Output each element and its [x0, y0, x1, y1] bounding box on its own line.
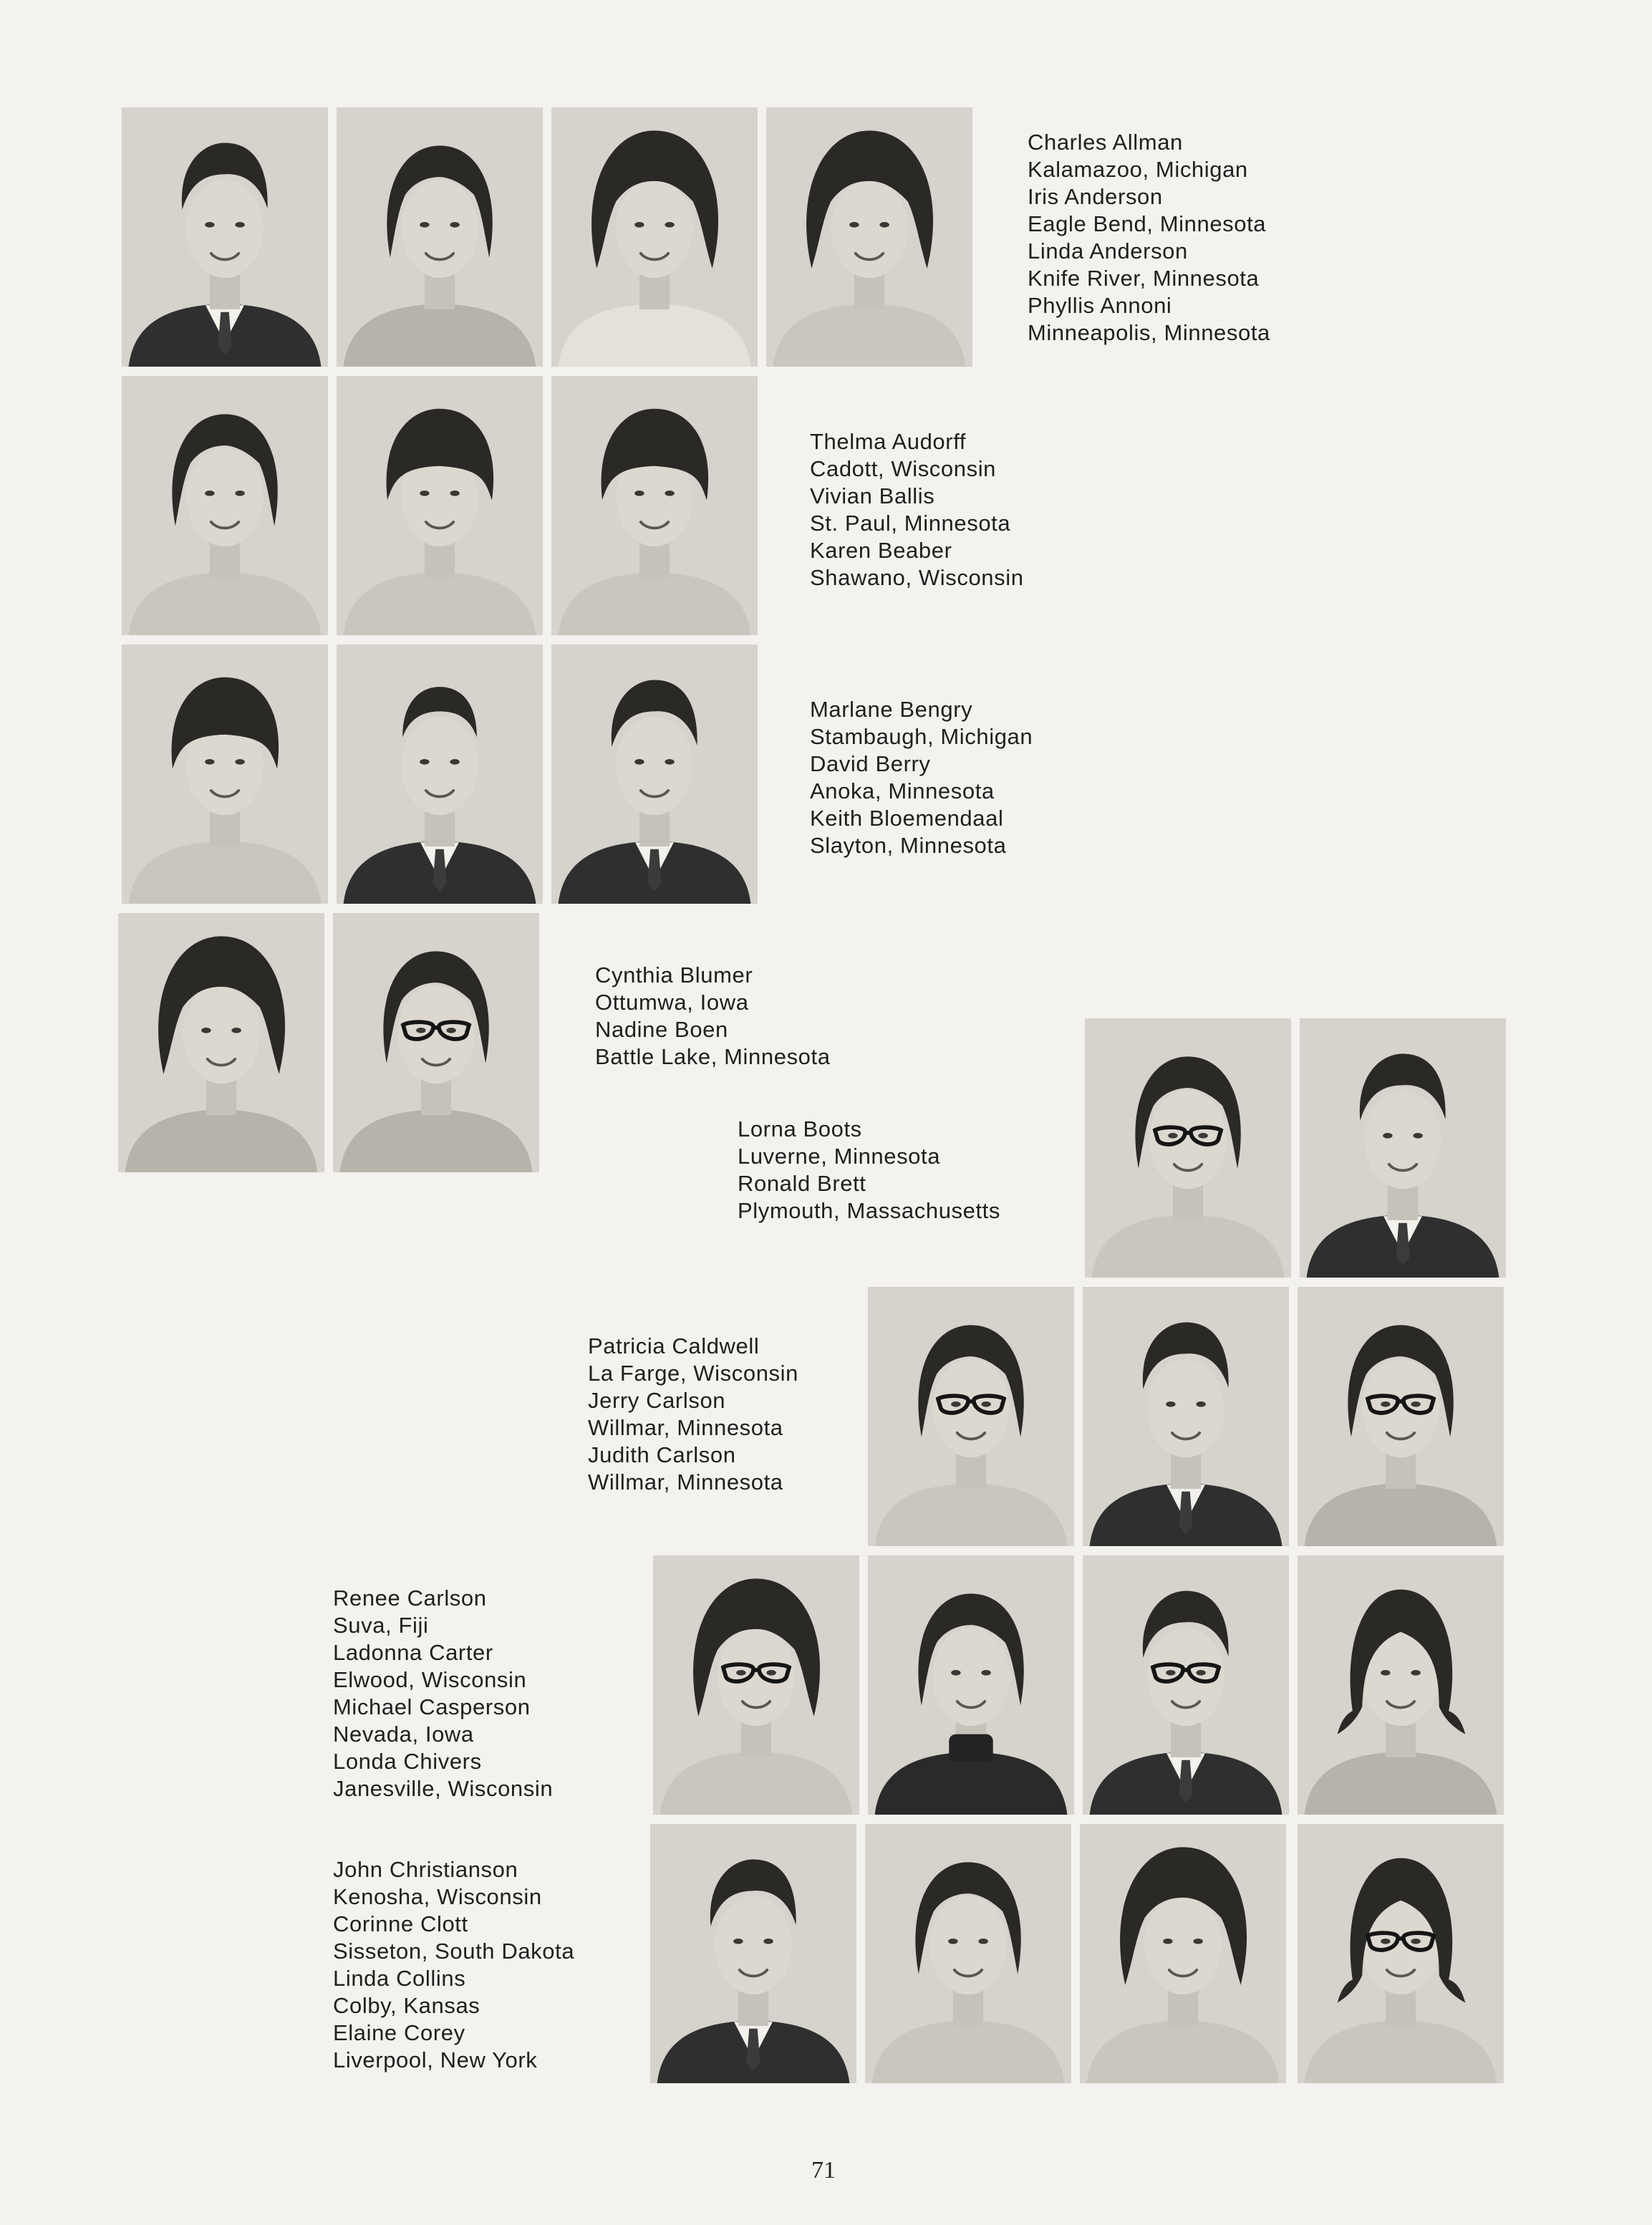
student-name: Karen Beaber [810, 538, 952, 563]
portrait-illustration [337, 645, 543, 904]
portrait-photo [868, 1555, 1074, 1815]
portrait-photo [337, 107, 543, 367]
portrait-illustration [118, 913, 324, 1172]
name-list [810, 696, 1033, 859]
student-hometown: Elwood, Wisconsin [333, 1667, 527, 1692]
student-name: Michael Casperson [333, 1694, 531, 1719]
student-hometown: St. Paul, Minnesota [810, 511, 1011, 536]
portrait-illustration [650, 1824, 856, 2083]
eye [1381, 1401, 1390, 1407]
portrait-photo [337, 645, 543, 904]
name-list [1028, 129, 1270, 347]
student-name: Marlane Bengry [810, 697, 973, 722]
name-list [595, 962, 831, 1071]
face [718, 1628, 795, 1726]
portrait-photo [122, 376, 328, 635]
student-name: Thelma Audorff [810, 429, 967, 454]
face [401, 180, 478, 278]
portrait-photo [1298, 1287, 1504, 1546]
eye [1168, 1133, 1177, 1139]
eye [235, 491, 244, 496]
portrait-photo [551, 376, 758, 635]
portrait-illustration [1298, 1824, 1504, 2083]
student-hometown: Kenosha, Wisconsin [333, 1884, 542, 1909]
portrait-photo [551, 107, 758, 367]
portrait-photo [766, 107, 972, 367]
eye [1196, 1401, 1205, 1407]
face [1147, 1359, 1224, 1457]
eye [446, 1028, 455, 1033]
portrait-photo [122, 645, 328, 904]
student-name: David Berry [810, 751, 931, 776]
portrait-illustration [1298, 1555, 1504, 1815]
eye [1198, 1133, 1207, 1139]
name-list [333, 1856, 574, 2074]
student-name: Linda Collins [333, 1966, 466, 1991]
portrait-photo [122, 107, 328, 367]
face [929, 1896, 1007, 1994]
student-hometown: Kalamazoo, Michigan [1028, 157, 1248, 182]
eye [879, 222, 889, 228]
portrait-photo [1083, 1287, 1289, 1546]
face [616, 180, 693, 278]
eye [736, 1670, 745, 1676]
student-name: Ronald Brett [738, 1171, 866, 1196]
eye [205, 491, 214, 496]
portrait-illustration [1085, 1018, 1291, 1278]
eye [1411, 1939, 1420, 1944]
eye [1381, 1670, 1390, 1676]
name-list [333, 1585, 553, 1802]
portrait-photo [551, 645, 758, 904]
eye [733, 1939, 743, 1944]
eye [665, 759, 674, 765]
portrait-illustration [868, 1287, 1074, 1546]
eye [420, 222, 429, 228]
student-hometown: Suva, Fiji [333, 1613, 429, 1638]
eye [420, 491, 429, 496]
eye [205, 222, 214, 228]
portrait-photo [650, 1824, 856, 2083]
eye [981, 1401, 990, 1407]
portrait-photo [653, 1555, 859, 1815]
portrait-illustration [333, 913, 539, 1172]
eye [235, 759, 244, 765]
portrait-illustration [1298, 1287, 1504, 1546]
student-hometown: Janesville, Wisconsin [333, 1776, 554, 1801]
eye [665, 491, 674, 496]
portrait-illustration [337, 376, 543, 635]
eye [981, 1670, 990, 1676]
portrait-photo [1083, 1555, 1289, 1815]
student-hometown: Sisseton, South Dakota [333, 1939, 575, 1964]
portrait-illustration [653, 1555, 859, 1815]
portrait-photo [1085, 1018, 1291, 1278]
student-hometown: Anoka, Minnesota [810, 778, 995, 803]
portrait-photo [337, 376, 543, 635]
face [401, 717, 478, 815]
eye [235, 222, 244, 228]
eye [1166, 1401, 1175, 1407]
portrait-photo [865, 1824, 1071, 2083]
student-hometown: Willmar, Minnesota [588, 1415, 783, 1440]
student-name: John Christianson [333, 1857, 518, 1882]
student-hometown: La Farge, Wisconsin [588, 1361, 798, 1386]
eye [634, 759, 644, 765]
student-name: Lorna Boots [738, 1116, 862, 1142]
portrait-illustration [1080, 1824, 1286, 2083]
eye [450, 491, 459, 496]
student-name: Keith Bloemendaal [810, 806, 1004, 831]
student-hometown: Minneapolis, Minnesota [1028, 320, 1270, 345]
eye [634, 491, 644, 496]
eye [763, 1939, 773, 1944]
face [397, 985, 475, 1083]
student-hometown: Stambaugh, Michigan [810, 724, 1033, 749]
portrait-illustration [122, 645, 328, 904]
student-hometown: Ottumwa, Iowa [595, 990, 749, 1015]
portrait-photo [1080, 1824, 1286, 2083]
student-hometown: Battle Lake, Minnesota [595, 1044, 831, 1069]
name-list [810, 428, 1024, 592]
eye [416, 1028, 425, 1033]
portrait-photo [1298, 1824, 1504, 2083]
student-name: Phyllis Annoni [1028, 293, 1172, 318]
portrait-illustration [865, 1824, 1071, 2083]
face [186, 180, 264, 278]
student-name: Linda Anderson [1028, 238, 1188, 264]
portrait-illustration [1083, 1287, 1289, 1546]
student-hometown: Liverpool, New York [333, 2047, 538, 2072]
eye [1381, 1939, 1390, 1944]
eye [1411, 1670, 1420, 1676]
portrait-illustration [868, 1555, 1074, 1815]
portrait-illustration [122, 107, 328, 367]
face [715, 1896, 792, 1994]
eye [1166, 1670, 1175, 1676]
eye [948, 1939, 957, 1944]
portrait-illustration [551, 107, 758, 367]
student-name: Jerry Carlson [588, 1388, 726, 1413]
student-hometown: Eagle Bend, Minnesota [1028, 211, 1267, 236]
student-hometown: Colby, Kansas [333, 1993, 480, 2018]
student-name: Iris Anderson [1028, 184, 1163, 209]
eye [1193, 1939, 1202, 1944]
eye [978, 1939, 987, 1944]
eye [634, 222, 644, 228]
face [831, 180, 908, 278]
student-hometown: Nevada, Iowa [333, 1722, 474, 1747]
face [932, 1359, 1010, 1457]
student-hometown: Cadott, Wisconsin [810, 456, 997, 481]
eye [766, 1670, 776, 1676]
eye [1196, 1670, 1205, 1676]
student-name: Elaine Corey [333, 2020, 465, 2045]
name-list [588, 1333, 798, 1496]
student-name: Ladonna Carter [333, 1640, 493, 1665]
eye [1383, 1133, 1392, 1139]
student-hometown: Knife River, Minnesota [1028, 266, 1260, 291]
face [1362, 1359, 1439, 1457]
portrait-illustration [1083, 1555, 1289, 1815]
portrait-illustration [122, 376, 328, 635]
portrait-illustration [1300, 1018, 1506, 1278]
face [1147, 1628, 1224, 1726]
student-hometown: Plymouth, Massachusetts [738, 1198, 1000, 1223]
eye [665, 222, 674, 228]
eye [849, 222, 859, 228]
face [186, 448, 264, 546]
eye [201, 1028, 211, 1033]
turtleneck-collar [949, 1734, 992, 1762]
face [616, 717, 693, 815]
eye [1413, 1133, 1422, 1139]
eye [450, 222, 459, 228]
student-hometown: Luverne, Minnesota [738, 1144, 941, 1169]
eye [205, 759, 214, 765]
portrait-photo [1298, 1555, 1504, 1815]
student-name: Vivian Ballis [810, 483, 935, 508]
eye [1163, 1939, 1172, 1944]
portrait-illustration [766, 107, 972, 367]
name-list [738, 1116, 1000, 1225]
student-name: Judith Carlson [588, 1442, 736, 1467]
student-name: Patricia Caldwell [588, 1333, 760, 1358]
portrait-photo [1300, 1018, 1506, 1278]
student-hometown: Willmar, Minnesota [588, 1469, 783, 1495]
student-hometown: Shawano, Wisconsin [810, 565, 1024, 590]
portrait-photo [118, 913, 324, 1172]
eye [951, 1670, 960, 1676]
portrait-photo [333, 913, 539, 1172]
student-name: Renee Carlson [333, 1586, 487, 1611]
page-number: 71 [811, 2157, 836, 2183]
student-name: Charles Allman [1028, 130, 1183, 155]
eye [1411, 1401, 1420, 1407]
face [1144, 1896, 1222, 1994]
portrait-illustration [551, 376, 758, 635]
face [1149, 1091, 1227, 1189]
student-name: Londa Chivers [333, 1749, 482, 1774]
face [183, 985, 260, 1083]
student-name: Corinne Clott [333, 1911, 468, 1936]
eye [420, 759, 429, 765]
student-name: Nadine Boen [595, 1017, 728, 1042]
eye [951, 1401, 960, 1407]
eye [231, 1028, 241, 1033]
student-name: Cynthia Blumer [595, 962, 753, 988]
student-hometown: Slayton, Minnesota [810, 833, 1007, 858]
portrait-photo [868, 1287, 1074, 1546]
face [1364, 1091, 1441, 1189]
eye [450, 759, 459, 765]
portrait-illustration [551, 645, 758, 904]
portrait-illustration [337, 107, 543, 367]
face [932, 1628, 1010, 1726]
